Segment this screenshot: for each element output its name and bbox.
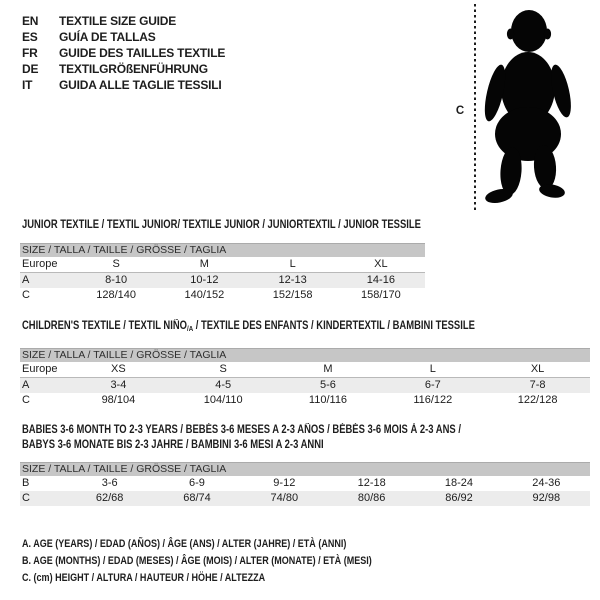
language-row-en xyxy=(22,13,225,29)
babies-table-title xyxy=(22,423,461,453)
language-label: GUÍA DE TALLAS xyxy=(59,30,156,44)
cell: 104/110 xyxy=(203,394,243,406)
language-code: DE xyxy=(22,62,39,76)
region-label: Europe xyxy=(22,258,58,270)
row-label: A xyxy=(22,379,30,391)
babies-size-table xyxy=(20,462,590,506)
cell: 122/128 xyxy=(517,394,558,406)
cell: 3-4 xyxy=(110,379,127,391)
language-row-de xyxy=(22,61,225,77)
junior-size-table xyxy=(20,243,425,303)
column-header: XL xyxy=(374,258,388,270)
language-code: FR xyxy=(22,46,38,60)
table-row-c xyxy=(20,393,590,408)
row-label: C xyxy=(22,289,30,301)
language-row-it xyxy=(22,77,225,93)
cell: 4-5 xyxy=(215,379,232,391)
column-header: L xyxy=(289,258,296,270)
legend-line-a: A. AGE (YEARS) / EDAD (AÑOS) / ÂGE (ANS) / ALTER (JAHRE) / ETÀ (ANNI) xyxy=(22,538,347,550)
language-list xyxy=(22,13,225,93)
measure-legend xyxy=(22,536,449,587)
cell: 92/98 xyxy=(532,492,561,504)
column-header: XS xyxy=(111,363,126,375)
cell: 3-6 xyxy=(101,477,118,489)
children-title-prefix: CHILDREN'S TEXTILE / TEXTIL NIÑO xyxy=(22,320,188,332)
children-title-sub: /A xyxy=(187,324,194,333)
babies-title-line2: BABYS 3-6 MONATE BIS 2-3 JAHRE / BAMBINI 3-6 MESI A 2-3 ANNI xyxy=(22,439,324,451)
language-code: ES xyxy=(22,30,38,44)
legend-line-c: C. (cm) HEIGHT / ALTURA / HAUTEUR / HÖHE / ALTEZZA xyxy=(22,572,266,584)
table-row-b xyxy=(20,476,590,491)
row-label: C xyxy=(22,492,30,504)
table-head-row xyxy=(20,257,425,273)
cell: 116/122 xyxy=(413,394,453,406)
cell: 80/86 xyxy=(357,492,386,504)
cell: 98/104 xyxy=(101,394,136,406)
cell: 9-12 xyxy=(273,477,296,489)
row-label: A xyxy=(22,274,30,286)
language-label: TEXTILE SIZE GUIDE xyxy=(59,14,177,28)
junior-table-title: JUNIOR TEXTILE / TEXTIL JUNIOR/ TEXTILE JUNIOR / JUNIORTEXTIL / JUNIOR TESSILE xyxy=(22,219,421,231)
cell: 18-24 xyxy=(444,477,474,489)
language-row-fr xyxy=(22,45,225,61)
children-table-title xyxy=(22,319,475,334)
cell: 62/68 xyxy=(95,492,124,504)
cell: 68/74 xyxy=(183,492,211,504)
language-label: TEXTILGRÖßENFÜHRUNG xyxy=(59,62,208,76)
table-row-a xyxy=(20,273,425,288)
cell: 86/92 xyxy=(445,492,473,504)
cell: 128/140 xyxy=(96,289,136,301)
cell: 158/170 xyxy=(360,289,401,301)
language-label: GUIDA ALLE TAGLIE TESSILI xyxy=(59,78,222,92)
cell: 10-12 xyxy=(190,274,219,286)
column-header: L xyxy=(429,363,436,375)
cell: 5-6 xyxy=(320,379,336,391)
cell: 12-18 xyxy=(357,477,386,489)
column-header: S xyxy=(112,258,120,270)
size-header-bar: SIZE / TALLA / TAILLE / GRÖSSE / TAGLIA xyxy=(20,243,425,257)
cell: 7-8 xyxy=(529,379,546,391)
table-row-a xyxy=(20,378,590,393)
baby-silhouette-icon xyxy=(482,4,574,206)
table-row-c xyxy=(20,491,590,506)
language-code: EN xyxy=(22,14,39,28)
column-header: M xyxy=(199,258,209,270)
table-row-c xyxy=(20,288,425,303)
children-title-suffix: / TEXTILE DES ENFANTS / KINDERTEXTIL / BAMBINI TESSILE xyxy=(193,320,475,332)
region-label: Europe xyxy=(22,363,58,375)
cell: 140/152 xyxy=(184,289,225,301)
legend-line-b: B. AGE (MONTHS) / EDAD (MESES) / ÂGE (MOIS) / ALTER (MONATE) / ETÀ (MESI) xyxy=(22,555,372,567)
column-header: S xyxy=(219,363,227,375)
row-label: B xyxy=(22,477,30,489)
table-head-row xyxy=(20,362,590,378)
language-row-es xyxy=(22,29,225,45)
size-header-bar: SIZE / TALLA / TAILLE / GRÖSSE / TAGLIA xyxy=(20,462,590,476)
cell: 74/80 xyxy=(270,492,299,504)
cell: 6-7 xyxy=(424,379,441,391)
cell: 8-10 xyxy=(105,274,128,286)
size-header-bar: SIZE / TALLA / TAILLE / GRÖSSE / TAGLIA xyxy=(20,348,590,362)
babies-title-line1: BABIES 3-6 MONTH TO 2-3 YEARS / BEBÉS 3-6 MESES A 2-3 AÑOS / BÉBÉS 3-6 MOIS À 2-3 ANS / xyxy=(22,424,461,436)
row-label: C xyxy=(22,394,30,406)
column-header: XL xyxy=(530,363,545,375)
cell: 110/116 xyxy=(308,394,348,406)
language-label: GUIDE DES TAILLES TEXTILE xyxy=(59,46,226,60)
cell: 14-16 xyxy=(366,274,395,286)
cell: 12-13 xyxy=(278,274,307,286)
column-header: M xyxy=(323,363,333,375)
cell: 152/158 xyxy=(272,289,313,301)
height-dotted-line xyxy=(474,4,476,210)
height-label-c: C xyxy=(455,105,465,117)
cell: 6-9 xyxy=(189,477,205,489)
cell: 24-36 xyxy=(532,477,561,489)
children-size-table xyxy=(20,348,590,408)
language-code: IT xyxy=(22,78,33,92)
